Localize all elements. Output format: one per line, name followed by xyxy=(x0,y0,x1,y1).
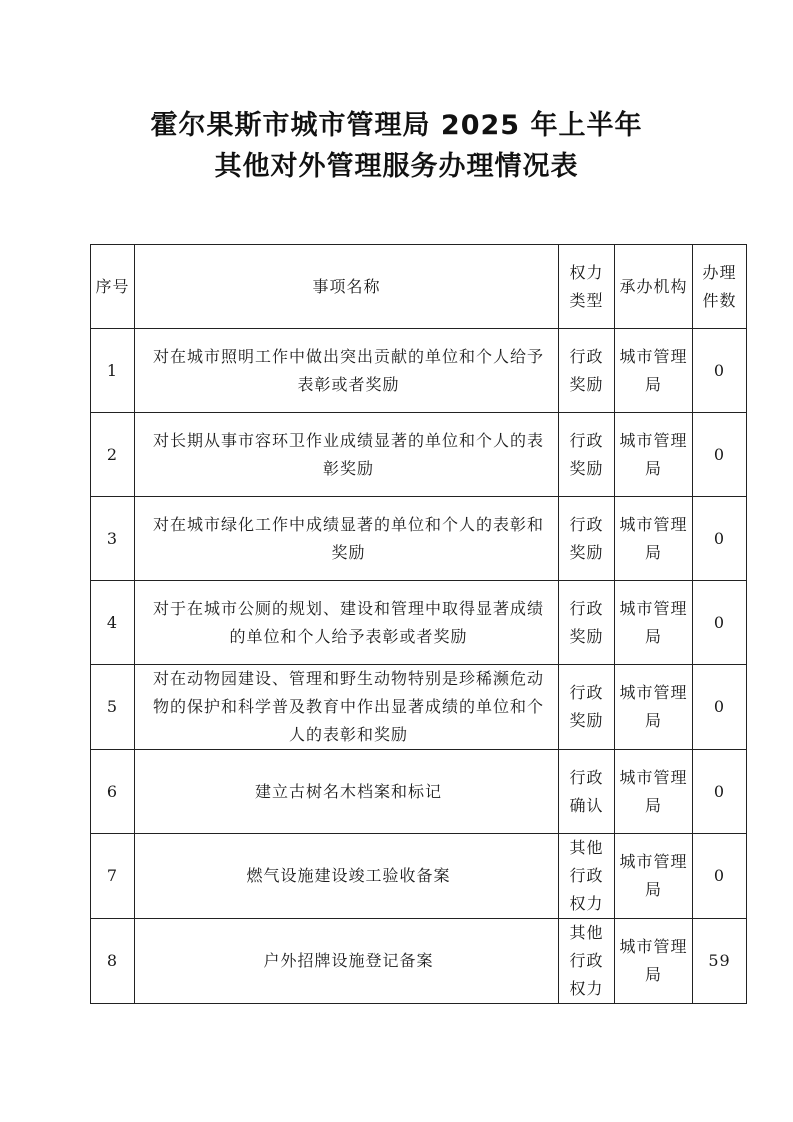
cell-seq: 6 xyxy=(91,750,135,834)
cell-org: 城市管理局 xyxy=(615,834,693,919)
cell-name: 燃气设施建设竣工验收备案 xyxy=(135,834,559,919)
cell-name: 建立古树名木档案和标记 xyxy=(135,750,559,834)
cell-seq: 8 xyxy=(91,919,135,1004)
cell-org: 城市管理局 xyxy=(615,413,693,497)
cell-org: 城市管理局 xyxy=(615,919,693,1004)
table-row xyxy=(91,413,747,497)
cell-count: 0 xyxy=(693,834,747,919)
table-row xyxy=(91,834,747,919)
table-row xyxy=(91,919,747,1004)
cell-name: 对长期从事市容环卫作业成绩显著的单位和个人的表彰奖励 xyxy=(135,413,559,497)
cell-seq: 1 xyxy=(91,329,135,413)
header-type: 权力类型 xyxy=(559,245,615,329)
cell-seq: 3 xyxy=(91,497,135,581)
cell-seq: 4 xyxy=(91,581,135,665)
cell-count: 0 xyxy=(693,665,747,750)
cell-name: 户外招牌设施登记备案 xyxy=(135,919,559,1004)
cell-org: 城市管理局 xyxy=(615,750,693,834)
cell-type: 行政奖励 xyxy=(559,413,615,497)
cell-type: 其他行政权力 xyxy=(559,919,615,1004)
cell-count: 0 xyxy=(693,581,747,665)
cell-seq: 2 xyxy=(91,413,135,497)
cell-count: 59 xyxy=(693,919,747,1004)
cell-org: 城市管理局 xyxy=(615,665,693,750)
table-row xyxy=(91,497,747,581)
document-title-line1: 霍尔果斯市城市管理局 2025 年上半年 xyxy=(150,110,643,141)
table-row xyxy=(91,581,747,665)
header-name: 事项名称 xyxy=(135,245,559,329)
cell-count: 0 xyxy=(693,497,747,581)
header-seq: 序号 xyxy=(91,245,135,329)
cell-name: 对于在城市公厕的规划、建设和管理中取得显著成绩的单位和个人给予表彰或者奖励 xyxy=(135,581,559,665)
document-title-line2: 其他对外管理服务办理情况表 xyxy=(214,151,579,182)
table-row xyxy=(91,665,747,750)
cell-type: 行政确认 xyxy=(559,750,615,834)
cell-org: 城市管理局 xyxy=(615,497,693,581)
cell-type: 其他行政权力 xyxy=(559,834,615,919)
table-header-row xyxy=(91,245,747,329)
cell-type: 行政奖励 xyxy=(559,497,615,581)
cell-type: 行政奖励 xyxy=(559,329,615,413)
cell-org: 城市管理局 xyxy=(615,581,693,665)
table-row xyxy=(91,750,747,834)
cell-type: 行政奖励 xyxy=(559,665,615,750)
cell-seq: 7 xyxy=(91,834,135,919)
cell-org: 城市管理局 xyxy=(615,329,693,413)
cell-count: 0 xyxy=(693,750,747,834)
cell-count: 0 xyxy=(693,329,747,413)
header-count: 办理件数 xyxy=(693,245,747,329)
service-table xyxy=(90,244,747,1004)
table-row xyxy=(91,329,747,413)
cell-name: 对在动物园建设、管理和野生动物特别是珍稀濒危动物的保护和科学普及教育中作出显著成绩的单位和个人的表彰和奖励 xyxy=(135,665,559,750)
cell-type: 行政奖励 xyxy=(559,581,615,665)
header-org: 承办机构 xyxy=(615,245,693,329)
cell-name: 对在城市照明工作中做出突出贡献的单位和个人给予表彰或者奖励 xyxy=(135,329,559,413)
cell-seq: 5 xyxy=(91,665,135,750)
cell-count: 0 xyxy=(693,413,747,497)
cell-name: 对在城市绿化工作中成绩显著的单位和个人的表彰和奖励 xyxy=(135,497,559,581)
